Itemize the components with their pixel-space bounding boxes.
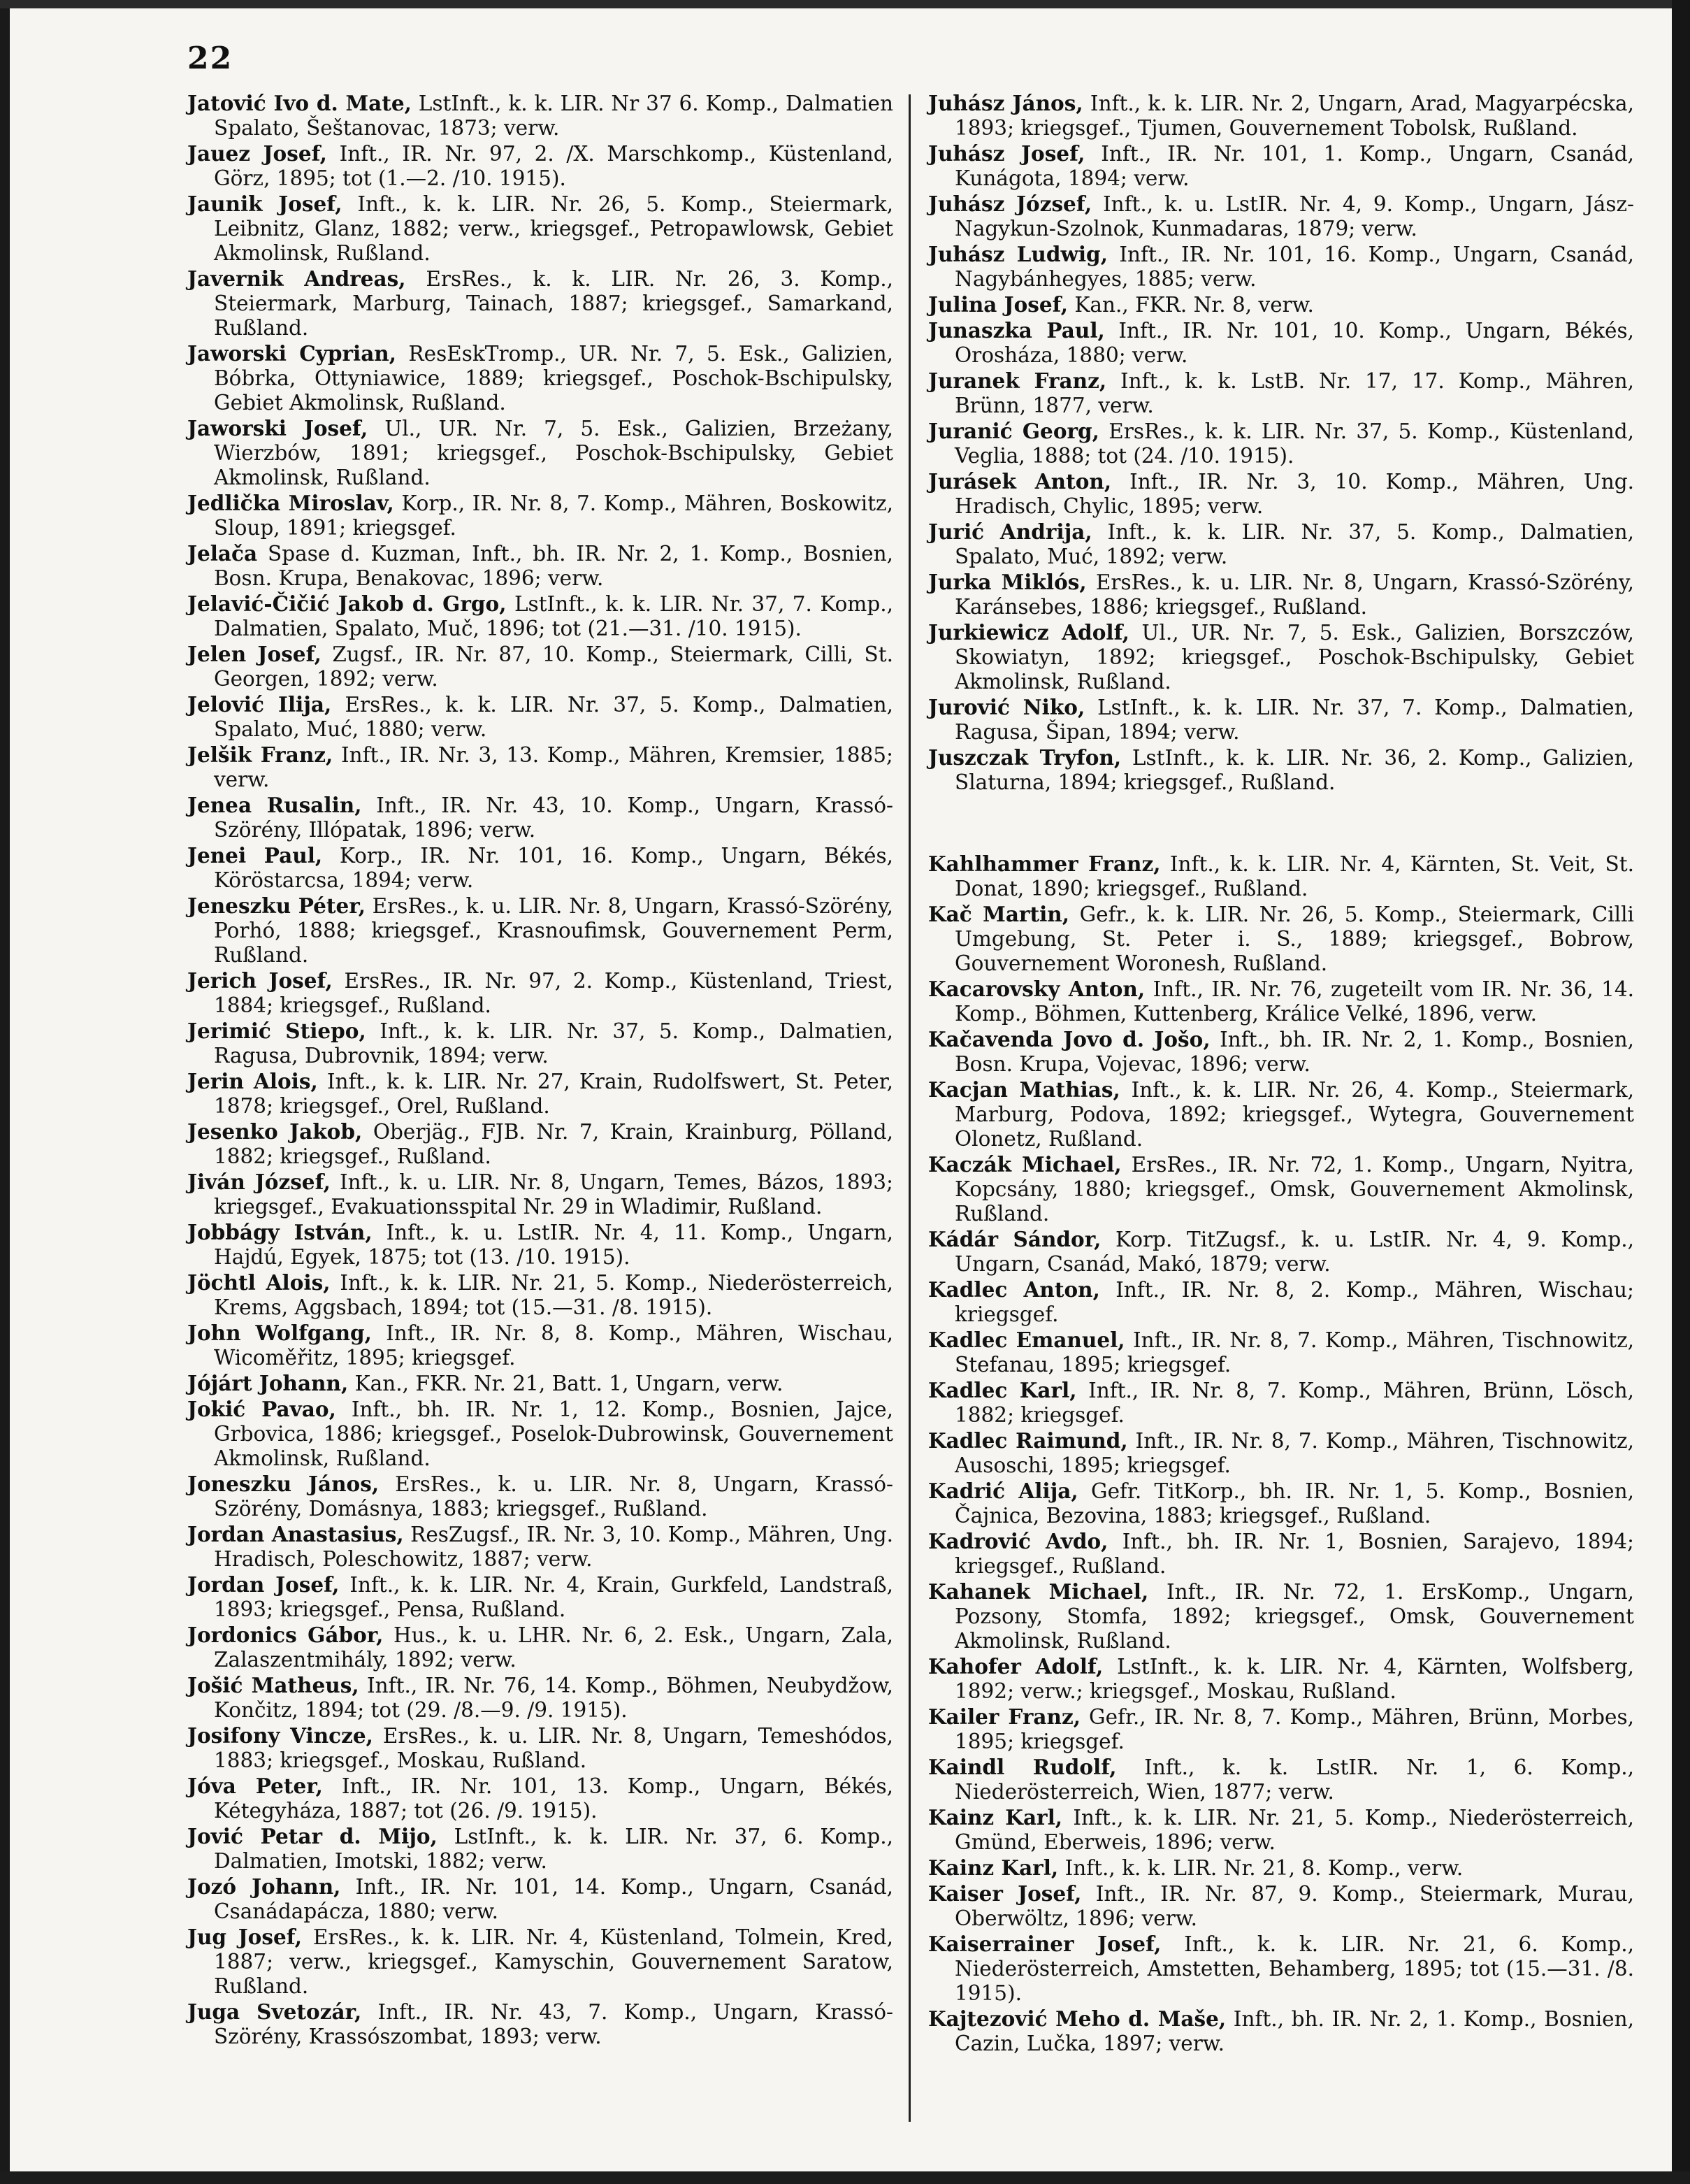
list-entry	[187, 416, 893, 490]
entry-details: Inft., IR. Nr. 101, 14. Komp., Ungarn, Csanád, Csanádapácza, 1880; verw.	[214, 1875, 893, 1923]
entry-name: Jatović Ivo d. Mate,	[187, 91, 412, 115]
entry-details: Inft., k. k. LstIR. Nr. 1, 6. Komp., Niederösterreich, Wien, 1877; verw.	[955, 1755, 1634, 1804]
list-entry	[928, 318, 1634, 368]
entry-details: Inft., k. k. LIR. Nr. 37, 5. Komp., Dalmatien, Ragusa, Dubrovnik, 1894; verw.	[214, 1019, 893, 1068]
scan-edge-bottom	[0, 2171, 1690, 2184]
entry-name: Jurkiewicz Adolf,	[928, 620, 1129, 645]
entry-name: Joneszku János,	[187, 1472, 380, 1496]
entry-name: Kaiserrainer Josef,	[928, 1932, 1162, 1956]
right-column-j-section	[928, 91, 1634, 795]
entry-name: Kačavenda Jovo d. Jošo,	[928, 1027, 1211, 1051]
list-entry	[928, 570, 1634, 619]
entry-name: Juhász József,	[928, 192, 1092, 216]
entry-name: Jelović Ilija,	[187, 692, 332, 717]
entry-details: ErsRes., k. k. LIR. Nr. 37, 5. Komp., Dalmatien, Spalato, Muć, 1880; verw.	[214, 693, 893, 741]
list-entry	[928, 745, 1634, 795]
entry-details: Inft., IR. Nr. 8, 8. Komp., Mähren, Wischau, Wicoměřitz, 1895; kriegsgef.	[214, 1321, 893, 1370]
entry-name: Jedlička Miroslav,	[187, 491, 394, 515]
entry-details: Inft., k. k. LIR. Nr. 26, 5. Komp., Steiermark, Leibnitz, Glanz, 1882; verw., kriegsgef., Petropawlowsk, Gebiet Akmolinsk, Rußland.	[214, 192, 893, 265]
entry-name: Kádár Sándor,	[928, 1227, 1102, 1251]
entry-details: Inft., k. k. LIR. Nr. 21, 6. Komp., Niederösterreich, Amstetten, Behamberg, 1895; tot (15.—31. /8. 1915).	[955, 1932, 1634, 2005]
entry-name: Kadrić Alija,	[928, 1479, 1078, 1503]
entry-details: ResEskTromp., UR. Nr. 7, 5. Esk., Galizien, Bóbrka, Ottyniawice, 1889; kriegsgef., Poschok-Bschipulsky, Gebiet Akmolinsk, Rußland.	[214, 342, 894, 415]
entry-details: Korp., IR. Nr. 8, 7. Komp., Mähren, Boskowitz, Sloup, 1891; kriegsgef.	[214, 491, 893, 540]
entry-details: Ul., UR. Nr. 7, 5. Esk., Galizien, Brzeżany, Wierzbów, 1891; kriegsgef., Poschok-Bschipulsky, Gebiet Akmolinsk, Rußland.	[214, 417, 893, 489]
entry-details: ErsRes., IR. Nr. 72, 1. Komp., Ungarn, Nyitra, Kopcsány, 1880; kriegsgef., Omsk, Gouvernement Akmolinsk, Rußland.	[955, 1153, 1634, 1226]
entry-name: Jelavić-Čičić Jakob d. Grgo,	[187, 591, 507, 616]
entry-name: Juranić Georg,	[928, 419, 1099, 443]
list-entry	[187, 1522, 893, 1572]
list-entry	[928, 368, 1634, 418]
entry-name: Kainz Karl,	[928, 1805, 1063, 1830]
entry-name: Jóva Peter,	[187, 1774, 323, 1798]
entry-name: Jurásek Anton,	[928, 469, 1112, 494]
list-entry	[187, 1925, 893, 1999]
entry-name: Jordan Josef,	[187, 1572, 340, 1597]
list-entry	[928, 469, 1634, 519]
entry-details: Inft., IR. Nr. 8, 7. Komp., Mähren, Brünn, Lösch, 1882; kriegsgef.	[955, 1379, 1634, 1427]
list-entry	[187, 192, 893, 266]
list-entry	[928, 1152, 1634, 1226]
entry-details: Kan., FKR. Nr. 8, verw.	[1074, 293, 1314, 317]
list-entry	[187, 1774, 893, 1823]
entry-details: Inft., k. k. LIR. Nr. 37, 5. Komp., Dalmatien, Spalato, Muć, 1892; verw.	[955, 520, 1634, 568]
entry-name: Jurović Niko,	[928, 695, 1085, 719]
list-entry	[928, 1855, 1634, 1881]
list-entry	[187, 1069, 893, 1119]
list-entry	[928, 1378, 1634, 1428]
right-column	[928, 91, 1634, 2057]
entry-details: Inft., IR. Nr. 43, 7. Komp., Ungarn, Krassó-Szörény, Krassószombat, 1893; verw.	[214, 2000, 893, 2048]
list-entry	[928, 1227, 1634, 1277]
entry-details: Inft., IR. Nr. 97, 2. /X. Marschkomp., Küstenland, Görz, 1895; tot (1.—2. /10. 1915).	[214, 142, 893, 190]
entry-details: LstInft., k. k. LIR. Nr 37 6. Komp., Dalmatien Spalato, Šeštanovac, 1873; verw.	[214, 92, 893, 140]
entry-details: ErsRes., IR. Nr. 97, 2. Komp., Küstenland, Triest, 1884; kriegsgef., Rußland.	[214, 969, 893, 1017]
list-entry	[928, 1428, 1634, 1478]
entry-name: Jelen Josef,	[187, 642, 322, 666]
scan-edge-left	[0, 0, 10, 2184]
entry-details: Inft., bh. IR. Nr. 1, 12. Komp., Bosnien, Jajce, Grbovica, 1886; kriegsgef., Poselok-Dubrowinsk, Gouvernement Akmolinsk, Rußland.	[214, 1398, 893, 1470]
entry-name: Juszczak Tryfon,	[928, 745, 1122, 770]
entry-details: Inft., IR. Nr. 101, 13. Komp., Ungarn, Békés, Kétegyháza, 1887; tot (26. /9. 1915).	[214, 1774, 893, 1823]
entry-details: Gefr. TitKorp., bh. IR. Nr. 1, 5. Komp., Bosnien, Čajnica, Bezovina, 1883; kriegsgef., Rußland.	[955, 1479, 1634, 1528]
entry-details: Gefr., k. k. LIR. Nr. 26, 5. Komp., Steiermark, Cilli Umgebung, St. Peter i. S., 1889; kriegsgef., Bobrow, Gouvernement Woronesh, Rußland.	[955, 903, 1634, 975]
list-entry	[928, 1805, 1634, 1855]
entry-details: Inft., IR. Nr. 8, 7. Komp., Mähren, Tischnowitz, Stefanau, 1895; kriegsgef.	[955, 1328, 1635, 1377]
list-entry	[187, 591, 893, 641]
list-entry	[187, 341, 893, 415]
entry-details: ErsRes., k. u. LIR. Nr. 8, Ungarn, Krassó-Szörény, Karánsebes, 1886; kriegsgef., Rußland.	[955, 570, 1634, 619]
list-entry	[928, 1881, 1634, 1931]
right-column-k-section	[928, 852, 1634, 2056]
entry-name: Jójárt Johann,	[187, 1371, 349, 1395]
entry-name: Kadlec Karl,	[928, 1378, 1077, 1402]
entry-name: Jaunik Josef,	[187, 192, 342, 216]
entry-details: Inft., k. k. LIR. Nr. 4, Krain, Gurkfeld, Landstraß, 1893; kriegsgef., Pensa, Rußland.	[214, 1573, 893, 1621]
list-entry	[928, 1328, 1634, 1377]
list-entry	[928, 141, 1634, 191]
entry-name: Juranek Franz,	[928, 368, 1107, 393]
entry-name: Jerin Alois,	[187, 1069, 318, 1093]
entry-name: Jug Josef,	[187, 1925, 303, 1949]
list-entry	[187, 1019, 893, 1068]
entry-name: Kainz Karl,	[928, 1855, 1059, 1880]
entry-details: ErsRes., k. u. LIR. Nr. 8, Ungarn, Temeshódos, 1883; kriegsgef., Moskau, Rußland.	[214, 1724, 894, 1772]
entry-name: Juga Svetozár,	[187, 1999, 362, 2024]
entry-name: Jelšik Franz,	[187, 742, 333, 767]
list-entry	[187, 893, 893, 968]
entry-details: Inft., IR. Nr. 8, 2. Komp., Mähren, Wischau; kriegsgef.	[955, 1278, 1634, 1326]
list-entry	[187, 1824, 893, 1874]
list-entry	[928, 2006, 1634, 2056]
entry-name: Jeneszku Péter,	[187, 893, 366, 918]
entry-details: Inft., IR. Nr. 3, 13. Komp., Mähren, Kremsier, 1885; verw.	[214, 743, 893, 791]
entry-details: Inft., IR. Nr. 101, 16. Komp., Ungarn, Csanád, Nagybánhegyes, 1885; verw.	[955, 243, 1634, 291]
list-entry	[187, 1220, 893, 1270]
entry-details: Inft., bh. IR. Nr. 1, Bosnien, Sarajevo, 1894; kriegsgef., Rußland.	[955, 1530, 1634, 1578]
entry-details: Spase d. Kuzman, Inft., bh. IR. Nr. 2, 1. Komp., Bosnien, Bosn. Krupa, Benakovac, 1896; verw.	[214, 542, 893, 590]
entry-name: Jiván József,	[187, 1170, 331, 1194]
list-entry	[928, 1277, 1634, 1327]
entry-name: Jenei Paul,	[187, 843, 323, 868]
entry-details: LstInft., k. k. LIR. Nr. 36, 2. Komp., Galizien, Slaturna, 1894; kriegsgef., Rußland.	[955, 746, 1634, 794]
entry-name: Jović Petar d. Mijo,	[187, 1824, 438, 1848]
list-entry	[187, 1270, 893, 1320]
entry-name: Jauez Josef,	[187, 141, 327, 166]
entry-details: LstInft., k. k. LIR. Nr. 4, Kärnten, Wolfsberg, 1892; verw.; kriegsgef., Moskau, Rußland.	[955, 1655, 1634, 1703]
entry-name: Junaszka Paul,	[928, 318, 1105, 343]
entry-name: Jaworski Josef,	[187, 416, 368, 440]
list-entry	[187, 1874, 893, 1924]
entry-name: Jošić Matheus,	[187, 1673, 359, 1697]
list-entry	[187, 266, 893, 340]
list-entry	[928, 1077, 1634, 1151]
entry-name: Kahlhammer Franz,	[928, 852, 1161, 876]
entry-name: Javernik Andreas,	[187, 266, 406, 291]
entry-name: Juhász Ludwig,	[928, 242, 1108, 266]
entry-details: Korp. TitZugsf., k. u. LstIR. Nr. 4, 9. Komp., Ungarn, Csanád, Makó, 1879; verw.	[955, 1228, 1634, 1276]
entry-details: Hus., k. u. LHR. Nr. 6, 2. Esk., Ungarn, Zala, Zalaszentmihály, 1892; verw.	[214, 1623, 893, 1672]
entry-details: Kan., FKR. Nr. 21, Batt. 1, Ungarn, verw.	[354, 1372, 783, 1395]
list-entry	[928, 620, 1634, 694]
entry-details: Oberjäg., FJB. Nr. 7, Krain, Krainburg, Pölland, 1882; kriegsgef., Rußland.	[214, 1120, 893, 1168]
entry-details: Inft., IR. Nr. 76, zugeteilt vom IR. Nr. 36, 14. Komp., Böhmen, Kuttenberg, Králice Velké, 1896, verw.	[955, 977, 1634, 1026]
entry-details: Inft., IR. Nr. 87, 9. Komp., Steiermark, Murau, Oberwöltz, 1896; verw.	[955, 1882, 1634, 1930]
list-entry	[187, 1572, 893, 1622]
list-entry	[928, 519, 1634, 569]
entry-name: Kaindl Rudolf,	[928, 1755, 1117, 1779]
entry-name: Jozó Johann,	[187, 1874, 341, 1899]
entry-details: Inft., IR. Nr. 72, 1. ErsKomp., Ungarn, Pozsony, Stomfa, 1892; kriegsgef., Omsk, Gouvernement Akmolinsk, Rußland.	[955, 1580, 1634, 1653]
list-entry	[187, 91, 893, 141]
list-entry	[187, 491, 893, 540]
entry-details: Inft., k. k. LIR. Nr. 27, Krain, Rudolfswert, St. Peter, 1878; kriegsgef., Orel, Rußland.	[214, 1070, 893, 1118]
list-entry	[928, 1529, 1634, 1579]
list-entry	[928, 292, 1634, 317]
entry-name: Jelača	[187, 541, 258, 566]
list-entry	[187, 843, 893, 893]
entry-details: Inft., k. k. LIR. Nr. 2, Ungarn, Arad, Magyarpécska, 1893; kriegsgef., Tjumen, Gouvernement Tobolsk, Rußland.	[955, 92, 1634, 140]
entry-details: Korp., IR. Nr. 101, 16. Komp., Ungarn, Békés, Köröstarcsa, 1894; verw.	[214, 844, 893, 892]
entry-details: Inft., k. u. LstIR. Nr. 4, 11. Komp., Ungarn, Hajdú, Egyek, 1875; tot (13. /10. 1915).	[214, 1221, 893, 1269]
entry-name: Jurić Andrija,	[928, 519, 1092, 544]
list-entry	[928, 91, 1634, 141]
entry-details: Inft., IR. Nr. 3, 10. Komp., Mähren, Ung. Hradisch, Chylic, 1895; verw.	[955, 470, 1634, 518]
entry-details: Inft., IR. Nr. 43, 10. Komp., Ungarn, Krassó-Szörény, Illópatak, 1896; verw.	[214, 793, 893, 842]
entry-details: Inft., IR. Nr. 76, 14. Komp., Böhmen, Neubydžow, Končitz, 1894; tot (29. /8.—9. /9. 1915).	[214, 1674, 893, 1722]
entry-name: Juhász János,	[928, 91, 1083, 115]
entry-name: John Wolfgang,	[187, 1321, 372, 1345]
list-entry	[928, 695, 1634, 745]
entry-name: Kacjan Mathias,	[928, 1077, 1120, 1102]
list-entry	[928, 1704, 1634, 1754]
entry-name: Jerimić Stiepo,	[187, 1019, 366, 1043]
list-entry	[928, 1654, 1634, 1704]
entry-name: Jenea Rusalin,	[187, 793, 362, 817]
entry-name: Jobbágy István,	[187, 1220, 373, 1244]
entry-details: Inft., bh. IR. Nr. 2, 1. Komp., Bosnien, Bosn. Krupa, Vojevac, 1896; verw.	[955, 1028, 1634, 1076]
entry-name: Julina Josef,	[928, 292, 1068, 317]
entry-details: Gefr., IR. Nr. 8, 7. Komp., Mähren, Brünn, Morbes, 1895; kriegsgef.	[955, 1705, 1634, 1753]
list-entry	[187, 1623, 893, 1672]
entry-details: Inft., k. k. LIR. Nr. 26, 4. Komp., Steiermark, Marburg, Podova, 1892; kriegsgef., Wytegra, Gouvernement Olonetz, Rußland.	[955, 1078, 1634, 1151]
list-entry	[928, 1027, 1634, 1077]
entry-name: Kadlec Anton,	[928, 1277, 1100, 1302]
list-entry	[187, 1723, 893, 1773]
list-entry	[187, 1397, 893, 1471]
entry-name: Jurka Miklós,	[928, 570, 1087, 594]
entry-details: ErsRes., k. k. LIR. Nr. 4, Küstenland, Tolmein, Kred, 1887; verw., kriegsgef., Kamyschin, Gouvernement Saratow, Rußland.	[214, 1925, 893, 1998]
list-entry	[187, 1673, 893, 1723]
list-entry	[187, 1472, 893, 1521]
entry-details: Inft., IR. Nr. 8, 7. Komp., Mähren, Tischnowitz, Ausoschi, 1895; kriegsgef.	[955, 1429, 1634, 1477]
entry-name: Jesenko Jakob,	[187, 1119, 363, 1144]
entry-name: Kahanek Michael,	[928, 1579, 1149, 1604]
entry-details: LstInft., k. k. LIR. Nr. 37, 6. Komp., Dalmatien, Imotski, 1882; verw.	[214, 1825, 893, 1873]
list-entry	[928, 419, 1634, 468]
list-entry	[928, 242, 1634, 292]
entry-details: Inft., k. k. LIR. Nr. 4, Kärnten, St. Veit, St. Donat, 1890; kriegsgef., Rußland.	[955, 852, 1634, 900]
entry-name: Jordonics Gábor,	[187, 1623, 384, 1647]
entry-details: ResZugsf., IR. Nr. 3, 10. Komp., Mähren, Ung. Hradisch, Poleschowitz, 1887; verw.	[214, 1523, 893, 1571]
entry-name: Jordan Anastasius,	[187, 1522, 404, 1546]
entry-name: Kač Martin,	[928, 902, 1070, 926]
entry-details: Inft., bh. IR. Nr. 2, 1. Komp., Bosnien, Cazin, Lučka, 1897; verw.	[955, 2007, 1634, 2055]
list-entry	[928, 1932, 1634, 2006]
entry-details: Inft., k. u. LstIR. Nr. 4, 9. Komp., Ungarn, Jász-Nagykun-Szolnok, Kunmadaras, 1879; verw.	[955, 192, 1634, 240]
list-entry	[187, 141, 893, 191]
entry-name: Juhász Josef,	[928, 141, 1085, 166]
list-entry	[187, 1170, 893, 1219]
list-entry	[187, 692, 893, 742]
entry-name: Jerich Josef,	[187, 968, 333, 993]
entry-name: Kajtezović Meho d. Maše,	[928, 2006, 1227, 2031]
entry-details: LstInft., k. k. LIR. Nr. 37, 7. Komp., Dalmatien, Spalato, Muč, 1896; tot (21.—31. /10. 1915).	[214, 592, 893, 640]
entry-details: Inft., k. k. LIR. Nr. 21, 8. Komp., verw.	[1064, 1856, 1464, 1880]
page-number: 22	[187, 41, 233, 76]
scan-edge-right	[1672, 0, 1690, 2184]
list-entry	[187, 742, 893, 792]
entry-name: Josifony Vincze,	[187, 1723, 373, 1748]
list-entry	[187, 642, 893, 691]
entry-details: Ul., UR. Nr. 7, 5. Esk., Galizien, Borszczów, Skowiatyn, 1892; kriegsgef., Poschok-Bschipulsky, Gebiet Akmolinsk, Rußland.	[955, 621, 1634, 694]
left-column	[187, 91, 893, 2050]
entry-name: Kacarovsky Anton,	[928, 977, 1146, 1001]
entry-name: Kaczák Michael,	[928, 1152, 1122, 1177]
entry-name: Kadlec Raimund,	[928, 1428, 1128, 1453]
list-entry	[928, 1579, 1634, 1653]
list-entry	[187, 1119, 893, 1169]
entry-details: Inft., k. k. LIR. Nr. 21, 5. Komp., Niederösterreich, Krems, Aggsbach, 1894; tot (15.—31. /8. 1915).	[214, 1271, 893, 1319]
list-entry	[187, 968, 893, 1018]
list-entry	[187, 541, 893, 591]
list-entry	[928, 977, 1634, 1026]
list-entry	[187, 1371, 893, 1396]
list-entry	[928, 902, 1634, 976]
entry-details: ErsRes., k. k. LIR. Nr. 26, 3. Komp., Steiermark, Marburg, Tainach, 1887; kriegsgef., Samarkand, Rußland.	[214, 267, 894, 340]
list-entry	[187, 1321, 893, 1370]
list-entry	[928, 852, 1634, 901]
entry-name: Kaiser Josef,	[928, 1881, 1082, 1906]
entry-details: LstInft., k. k. LIR. Nr. 37, 7. Komp., Dalmatien, Ragusa, Šipan, 1894; verw.	[955, 696, 1634, 744]
column-divider	[909, 94, 911, 2122]
list-entry	[928, 1479, 1634, 1528]
entry-details: Inft., k. k. LstB. Nr. 17, 17. Komp., Mähren, Brünn, 1877, verw.	[955, 369, 1634, 417]
entry-details: ErsRes., k. u. LIR. Nr. 8, Ungarn, Krassó-Szörény, Porhó, 1888; kriegsgef., Krasnoufimsk, Gouvernement Perm, Rußland.	[214, 894, 893, 967]
entry-details: Inft., IR. Nr. 101, 1. Komp., Ungarn, Csanád, Kunágota, 1894; verw.	[955, 142, 1634, 190]
entry-details: Inft., IR. Nr. 101, 10. Komp., Ungarn, Békés, Orosháza, 1880; verw.	[955, 319, 1634, 367]
entry-details: Inft., k. k. LIR. Nr. 21, 5. Komp., Niederösterreich, Gmünd, Eberweis, 1896; verw.	[955, 1806, 1634, 1854]
entry-name: Kadrović Avdo,	[928, 1529, 1108, 1553]
entry-name: Jöchtl Alois,	[187, 1270, 331, 1295]
entry-name: Kahofer Adolf,	[928, 1654, 1104, 1679]
section-gap	[928, 796, 1634, 852]
entry-details: ErsRes., k. u. LIR. Nr. 8, Ungarn, Krassó-Szörény, Domásnya, 1883; kriegsgef., Rußland.	[214, 1472, 893, 1521]
list-entry	[928, 1755, 1634, 1804]
entry-details: Inft., k. u. LIR. Nr. 8, Ungarn, Temes, Bázos, 1893; kriegsgef., Evakuationsspital Nr. 29 in Wladimir, Rußland.	[214, 1170, 894, 1219]
entry-details: Zugsf., IR. Nr. 87, 10. Komp., Steiermark, Cilli, St. Georgen, 1892; verw.	[214, 642, 893, 691]
entry-details: ErsRes., k. k. LIR. Nr. 37, 5. Komp., Küstenland, Veglia, 1888; tot (24. /10. 1915).	[955, 419, 1634, 468]
entry-name: Jaworski Cyprian,	[187, 341, 397, 366]
entry-name: Kadlec Emanuel,	[928, 1328, 1125, 1352]
entry-name: Kailer Franz,	[928, 1704, 1081, 1729]
entry-name: Jokić Pavao,	[187, 1397, 336, 1421]
list-entry	[187, 793, 893, 842]
list-entry	[928, 192, 1634, 241]
list-entry	[187, 1999, 893, 2049]
scan-edge-top	[0, 0, 1690, 8]
